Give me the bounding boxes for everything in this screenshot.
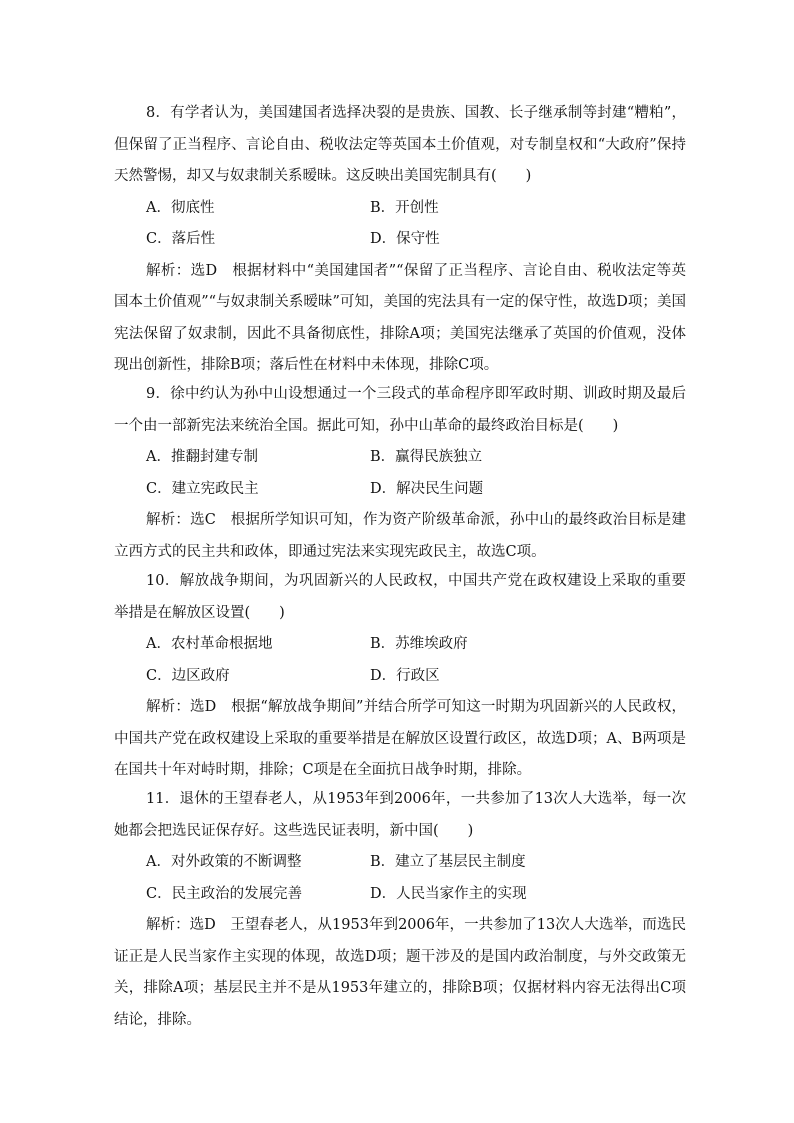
options-row [114,879,686,911]
options-row [114,224,686,256]
question-10 [114,566,686,787]
option-c: C．边区政府 [146,667,230,684]
question-8 [114,98,686,382]
option-a: A．对外政策的不断调整 [146,854,302,870]
option-d: D．解决民生问题 [370,480,484,497]
option-d: D．人民当家作主的实现 [370,885,527,902]
question-stem: 9．徐中约认为孙中山设想通过一个三段式的革命程序即军政时期、训政时期及最后一个由一部新宪法来统治全国。据此可知，孙中山革命的最终政治目标是( ) [114,386,686,434]
option-b: B．赢得民族独立 [370,449,483,465]
options-row [114,629,686,661]
options-row [114,847,686,879]
option-b: B．建立了基层民主制度 [370,854,526,870]
option-d: D．保守性 [370,231,440,247]
option-a: A．推翻封建专制 [146,449,258,465]
question-stem: 10．解放战争期间，为巩固新兴的人民政权，中国共产党在政权建设上采取的重要举措是在解放区设置( ) [114,573,686,621]
answer-analysis: 解析：选C 根据所学知识可知，作为资产阶级革命派，孙中山的最终政治目标是建立西方式的民主共和政体，即通过宪法来实现宪政民主，故选C项。 [114,512,686,560]
option-d: D．行政区 [370,667,440,684]
question-9 [114,379,686,568]
option-a: A．彻底性 [146,199,215,216]
options-row [114,442,686,474]
question-stem: 11．退休的王望春老人，从1953年到2006年，一共参加了13次人大选举，每一次她都会把选民证保存好。这些选民证表明，新中国( ) [114,791,686,839]
answer-analysis: 解析：选D 王望春老人，从1953年到2006年，一共参加了13次人大选举，而选民证正是人民当家作主实现的体现，故选D项；题干涉及的是国内政治制度，与外交政策无关，排除A项；基层民主并不是从1953年建立的，排除B项；仅据材料内容无法得出C项结论，排除。 [114,917,686,1028]
option-a: A．农村革命根据地 [146,636,273,652]
answer-analysis: 解析：选D 根据材料中“美国建国者”“保留了正当程序、言论自由、税收法定等英国本土价值观”“与奴隶制关系暧昧”可知，美国的宪法具有一定的保守性，故选D项；美国宪法保留了奴隶制，因此不具备彻底性，排除A项；美国宪法继承了英国的价值观，没体现出创新性，排除B项；落后性在材料中未体现，排除C项。 [114,262,686,373]
option-b: B．苏维埃政府 [370,636,468,652]
option-c: C．建立宪政民主 [146,480,259,497]
question-stem: 8．有学者认为，美国建国者选择决裂的是贵族、国教、长子继承制等封建“糟粕”，但保留了正当程序、言论自由、税收法定等英国本土价值观，对专制皇权和“大政府”保持天然警惕，却又与奴隶制关系暧昧。这反映出美国宪制具有( ) [114,105,686,184]
options-row [114,474,686,506]
option-c: C．落后性 [146,231,216,247]
question-11 [114,784,686,1036]
options-row [114,193,686,225]
options-row [114,661,686,693]
option-c: C．民主政治的发展完善 [146,885,303,902]
answer-analysis: 解析：选D 根据“解放战争期间”并结合所学可知这一时期为巩固新兴的人民政权，中国共产党在政权建设上采取的重要举措是在解放区设置行政区，故选D项；A、B两项是在国共十年对峙时期，排除；C项是在全面抗日战争时期，排除。 [114,699,686,778]
option-b: B．开创性 [370,199,439,216]
